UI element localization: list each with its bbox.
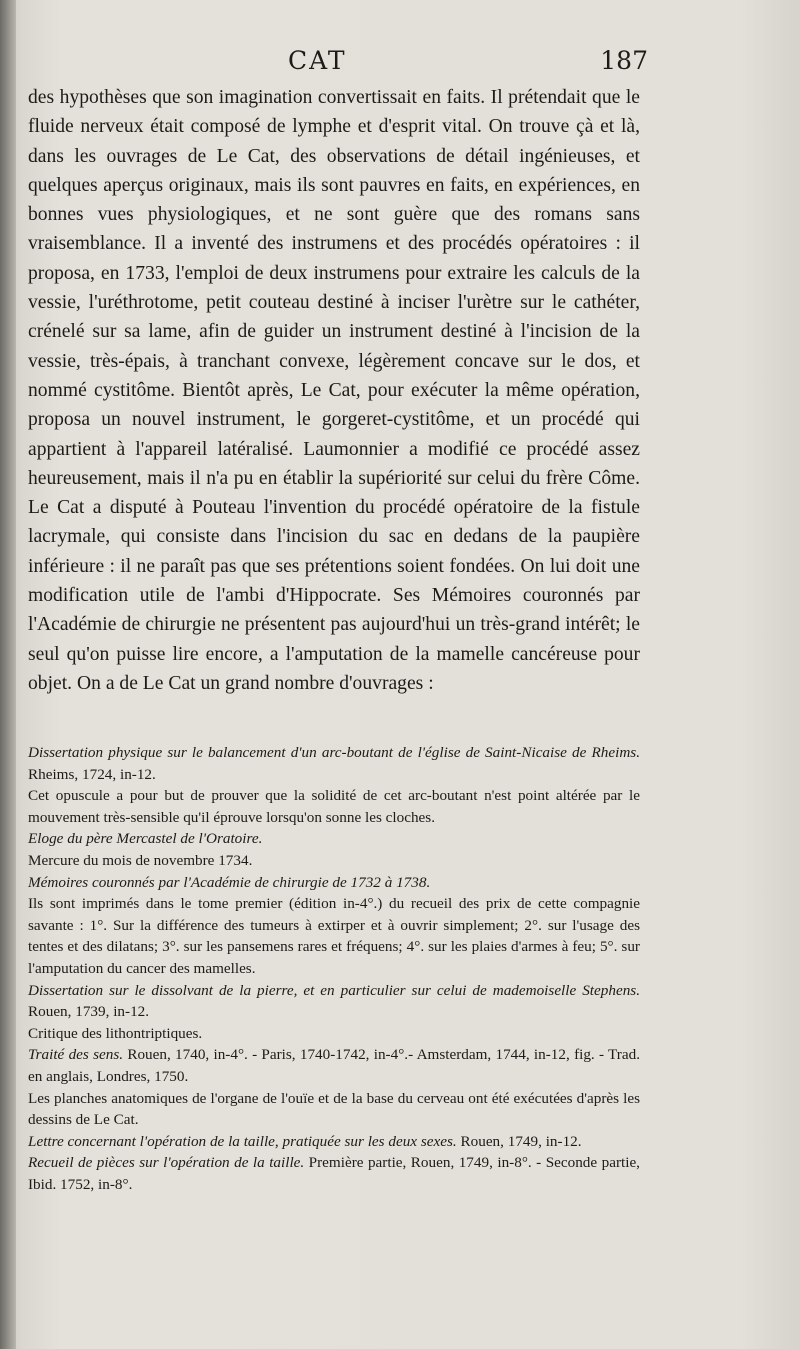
main-text	[28, 83, 640, 698]
entry-title: Traité des sens.	[28, 1046, 124, 1064]
bibliography-entry	[28, 872, 640, 894]
entry-details: Première partie, Rouen, 1749, in-8°. - Seconde partie, Ibid. 1752, in-8°.	[28, 1154, 640, 1193]
entry-details: Mercure du mois de novembre 1734.	[28, 851, 253, 869]
entry-title: Eloge du père Mercastel de l'Oratoire.	[28, 830, 263, 848]
page-header	[28, 46, 648, 82]
entry-details: Cet opuscule a pour but de prouver que la solidité de cet arc-boutant n'est point altérée par le mouvement très-sensible qu'il éprouve lorsqu'on sonne les cloches.	[28, 787, 640, 826]
bibliography-entry	[28, 1088, 640, 1131]
bibliography-entry	[28, 1044, 640, 1087]
bibliography-entry	[28, 1152, 640, 1195]
body-paragraph: des hypothèses que son imagination convertissait en faits. Il prétendait que le fluide nerveux était composé de lymphe et d'esprit vital. On trouve çà et là, dans les ouvrages de Le Cat, des observations de détail ingénieuses, et quelques aperçus originaux, mais ils sont pauvres en faits, en expériences, en bonnes vues physiologiques, et ne sont guère que des romans sans vraisemblance. Il a inventé des instrumens et des procédés opératoires : il proposa, en 1733, l'emploi de deux instrumens pour extraire les calculs de la vessie, l'uréthrotome, petit couteau destiné à inciser l'urètre sur le cathéter, crénelé sur sa lame, afin de guider un instrument destiné à l'incision de la vessie, très-épais, à tranchant convexe, légèrement concave sur le dos, et nommé cystitôme. Bientôt après, Le Cat, pour exécuter la même opération, proposa un nouvel instrument, le gorgeret-cystitôme, et un procédé qui appartient à l'appareil latéralisé. Laumonnier a modifié ce procédé assez heureusement, mais il n'a pu en établir la supériorité sur celui du frère Côme. Le Cat a disputé à Pouteau l'invention du procédé opératoire de la fistule lacrymale, qui consiste dans l'incision du sac en dedans de la paupière inférieure : il ne paraît pas que ses prétentions soient fondées. On lui doit une modification utile de l'ambi d'Hippocrate. Ses Mémoires couronnés par l'Académie de chirurgie ne présentent pas aujourd'hui un très-grand intérêt; le seul qu'on puisse lire encore, a l'amputation de la mamelle cancéreuse pour objet. On a de Le Cat un grand nombre d'ouvrages :	[28, 87, 640, 694]
entry-title: Mémoires couronnés par l'Académie de chirurgie de 1732 à 1738.	[28, 873, 431, 891]
entry-details: Ils sont imprimés dans le tome premier (édition in-4°.) du recueil des prix de cette compagnie savante : 1°. Sur la différence des tumeurs à extirper et à ouvrir simplement; 2°. sur l'usage des tentes et des dilatans; 3°. sur les pansemens rares et fréquens; 4°. sur les plaies d'armes à feu; 5°. sur l'amputation du cancer des mamelles.	[28, 895, 640, 977]
bibliography-entry	[28, 828, 640, 850]
entry-details: Rouen, 1739, in-12.	[28, 1003, 150, 1021]
bibliography-entry	[28, 742, 640, 785]
entry-title: Recueil de pièces sur l'opération de la taille.	[28, 1154, 305, 1172]
bibliography-entry	[28, 893, 640, 979]
entry-details: Les planches anatomiques de l'organe de l'ouïe et de la base du cerveau ont été exécutées d'après les dessins de Le Cat.	[28, 1089, 640, 1129]
entry-details: Rouen, 1740, in-4°. - Paris, 1740-1742, in-4°.- Amsterdam, 1744, in-12, fig. - Trad. en anglais, Londres, 1750.	[28, 1046, 640, 1085]
running-head: CAT	[288, 46, 347, 75]
bibliography-entry	[28, 785, 640, 828]
bibliography-entry	[28, 850, 640, 872]
entry-title: Dissertation sur le dissolvant de la pierre, et en particulier sur celui de mademoiselle Stephens.	[28, 981, 640, 999]
entry-title: Lettre concernant l'opération de la taille, pratiquée sur les deux sexes.	[28, 1132, 457, 1150]
entry-details: Rouen, 1749, in-12.	[456, 1132, 582, 1150]
bibliography-entry	[28, 1131, 640, 1153]
bibliography-entry	[28, 1023, 640, 1045]
page-gutter-shadow	[0, 0, 16, 1349]
entry-title: Dissertation physique sur le balancement d'un arc-boutant de l'église de Saint-Nicaise de Rheims.	[28, 744, 640, 761]
bibliography-list	[28, 742, 640, 1195]
entry-details: Rheims, 1724, in-12.	[28, 765, 156, 783]
bibliography-entry	[28, 980, 640, 1023]
entry-details: Critique des lithontriptiques.	[28, 1024, 203, 1042]
page-number: 187	[600, 46, 648, 75]
